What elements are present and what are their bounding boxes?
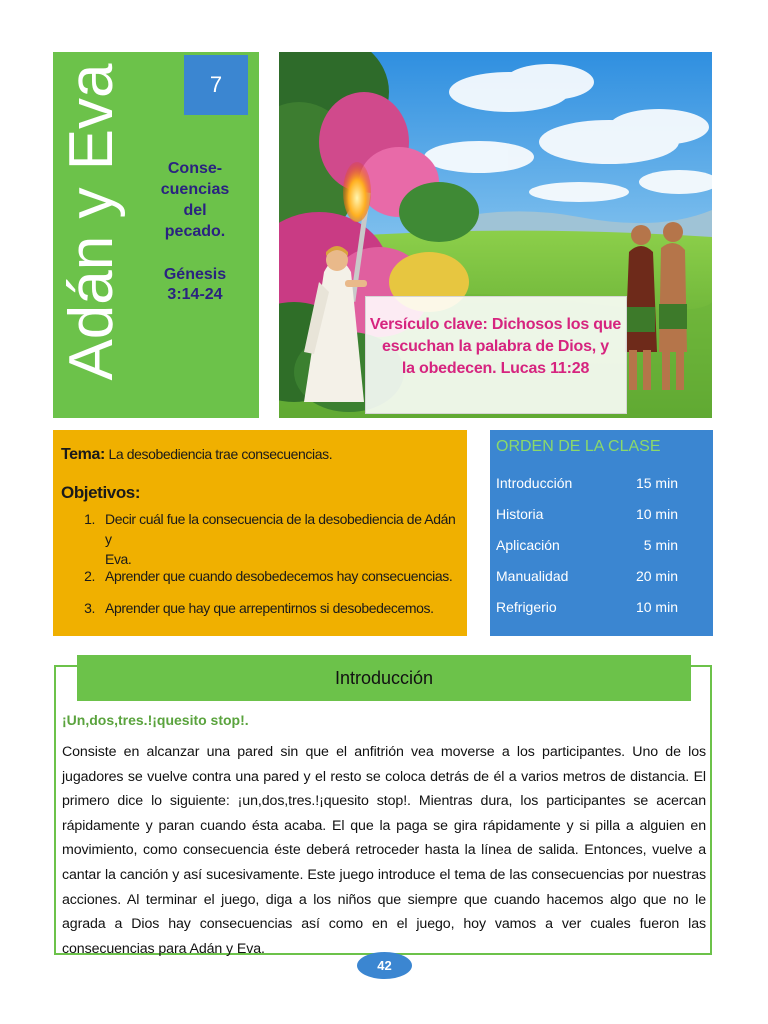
objective-number: 1. — [84, 511, 95, 527]
introduction-body: Consiste en alcanzar una pared sin que el anfitrión vea moverse a los participantes. Uno de los jugadores se vuelve contra una pared y el resto se coloca detrás de él a varios metros de distancia. El primero dice lo siguiente: ¡un,dos,tres.!¡quesito stop!. Mientras dura, los participantes se acercan rápidamente y paran cuando ésta acaba. El que la paga se gira rápidamente y si pilla a alguien en movimiento, como consecuencia éste deberá retroceder hasta la línea de salida. Entonces, vuelve a cantar la canción y así sucesivamente. Este juego introduce el tema de las consecuencias por nuestras acciones. Al terminar el juego, diga a los niños que siempre que cuando hacemos algo que no le agrada a Dios hay consecuencias así como en el juego, hoy vamos a ver cuales fueron las consecuencias para Adán y Eva. — [62, 744, 706, 957]
schedule-item-time: 10 min — [635, 506, 678, 522]
schedule-item-time: 5 min — [643, 537, 678, 553]
schedule-item-time: 20 min — [635, 568, 678, 584]
schedule-item-label: Historia — [496, 506, 544, 522]
lesson-number: 7 — [184, 55, 248, 115]
key-verse: Versículo clave: Dichosos los que escuchan la palabra de Dios, y la obedecen. Lucas 11:28 — [369, 316, 622, 377]
objective-item: Aprender que hay que arrepentirnos si desobedecemos. — [105, 600, 434, 616]
lesson-subtitle: Conse- cuencias del pecado. — [160, 160, 230, 240]
introduction-header: Introducción — [77, 655, 691, 701]
objectives-heading: Objetivos: — [61, 483, 141, 502]
schedule-title: ORDEN DE LA CLASE — [496, 438, 661, 455]
objective-item: Decir cuál fue la consecuencia de la desobediencia de Adán y Eva. — [105, 511, 456, 567]
lesson-title: Adán y Eva — [57, 63, 126, 381]
objective-number: 2. — [84, 568, 95, 584]
theme-text: La desobediencia trae consecuencias. — [108, 446, 333, 462]
schedule-item-time: 10 min — [635, 599, 678, 615]
schedule-item-time: 15 min — [635, 475, 678, 491]
bible-reference: Génesis 3:14-24 — [163, 266, 227, 303]
theme-label: Tema: — [61, 446, 105, 463]
page-number: 42 — [357, 952, 412, 979]
schedule-item-label: Aplicación — [496, 537, 560, 553]
game-title: ¡Un,dos,tres.!¡quesito stop!. — [62, 712, 249, 728]
objective-number: 3. — [84, 600, 95, 616]
objective-item: Aprender que cuando desobedecemos hay consecuencias. — [105, 568, 453, 584]
schedule-item-label: Refrigerio — [496, 599, 557, 615]
theme-line — [61, 446, 461, 464]
schedule-item-label: Manualidad — [496, 568, 569, 584]
schedule-item-label: Introducción — [496, 475, 573, 491]
